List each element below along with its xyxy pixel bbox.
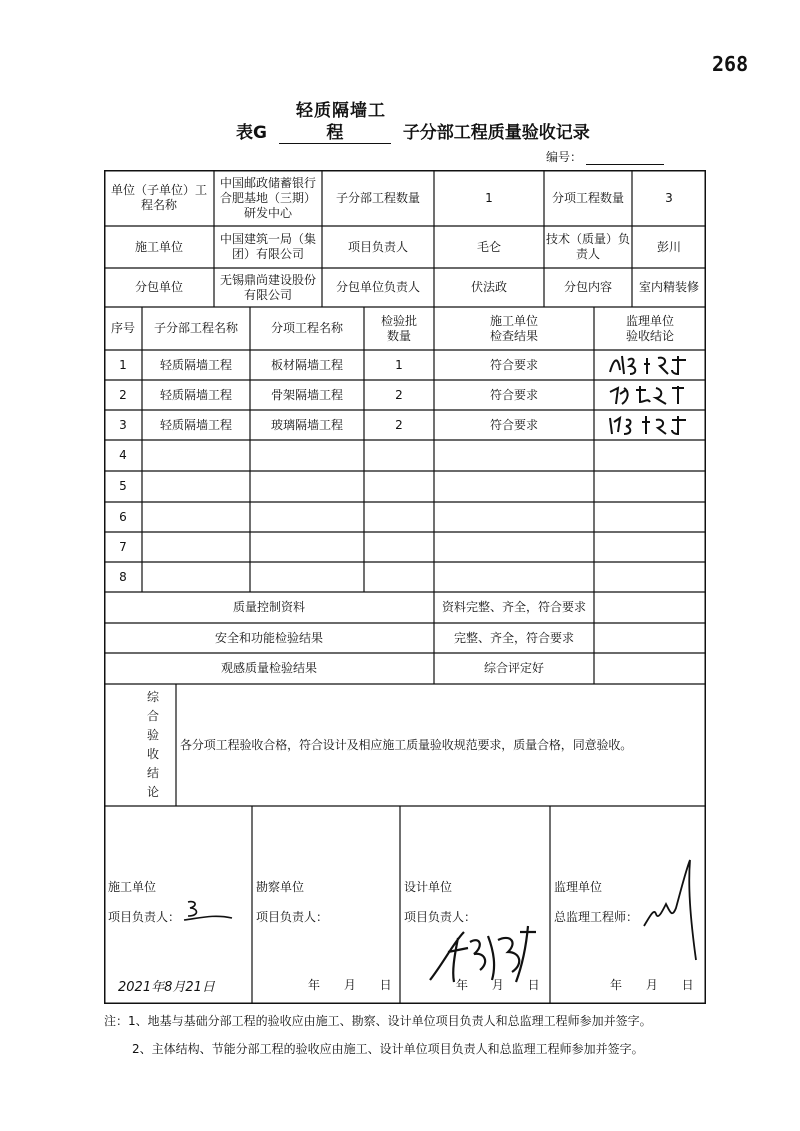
header-item-name: 分项工程名称	[270, 321, 343, 335]
row-result	[434, 471, 594, 502]
appearance-value: 综合评定好	[483, 661, 544, 675]
tech-lead-value: 彭川	[656, 239, 681, 254]
row-seq: 8	[119, 569, 127, 584]
note-2: 2、主体结构、节能分部工程的验收应由施工、设计单位项目负责人和总监理工程师参加并签字。	[132, 1042, 644, 1056]
conclusion-label-char: 合	[146, 709, 159, 723]
header-seq: 序号	[110, 321, 135, 335]
row-seq: 1	[119, 357, 127, 372]
header-batch-count: 检验批数量	[380, 313, 417, 343]
chief-supervisor-signature	[636, 856, 702, 966]
quality-docs-label: 质量控制资料	[232, 600, 305, 614]
subpart-count-label: 子分部工程数量	[335, 190, 420, 205]
sig-date-design: 年 月 日	[456, 978, 550, 992]
sub-lead-label: 分包单位负责人	[335, 280, 420, 294]
sub-unit-value: 无锡鼎尚建设股份有限公司	[219, 272, 316, 302]
page-number: 268	[712, 52, 749, 76]
project-lead-value: 毛仑	[476, 239, 501, 254]
row-batch	[364, 532, 434, 562]
sig-unit-construction: 施工单位	[108, 880, 157, 894]
construction-unit-label: 施工单位	[134, 239, 183, 254]
row-item: 玻璃隔墙工程	[270, 417, 343, 432]
row-batch	[364, 471, 434, 502]
row-item	[250, 532, 364, 562]
project-lead-label: 项目负责人	[347, 239, 408, 254]
conclusion-label-char: 综	[146, 690, 159, 704]
row-batch	[364, 502, 434, 532]
row-batch: 2	[395, 417, 403, 432]
row-batch: 1	[395, 357, 403, 372]
sig-unit-survey: 勘察单位	[256, 880, 305, 894]
form-title-blank: 程	[279, 118, 391, 144]
safety-label: 安全和功能检验结果	[214, 630, 323, 645]
item-count-value: 3	[665, 190, 673, 205]
sig-person-survey: 项目负责人：	[256, 910, 329, 924]
sig-unit-design: 设计单位	[404, 880, 453, 894]
code-line	[546, 148, 664, 165]
row-result	[434, 532, 594, 562]
form-title-prefix: 表G	[236, 123, 267, 143]
item-count-label: 分项工程数量	[551, 190, 624, 205]
code-label: 编号：	[546, 150, 583, 164]
sig-person-design: 项目负责人：	[404, 910, 477, 924]
row-batch	[364, 562, 434, 592]
row-subpart	[142, 532, 250, 562]
row-item: 骨架隔墙工程	[270, 387, 343, 402]
row-subpart	[142, 440, 250, 471]
tech-lead-label: 技术（质量）负责人	[546, 232, 631, 261]
row-seq: 2	[119, 387, 127, 402]
construction-unit-value: 中国建筑一局（集团）有限公司	[219, 232, 316, 261]
form-title-top: 轻质隔墙工	[296, 101, 386, 121]
sub-content-label: 分包内容	[563, 280, 612, 294]
conclusion-label-char: 结	[146, 766, 159, 780]
sig-date-supervision: 年 月 日	[610, 978, 704, 992]
supervisor-signature	[606, 412, 696, 438]
quality-docs-value: 资料完整、齐全，符合要求	[442, 600, 587, 614]
code-blank	[586, 164, 664, 165]
row-result	[434, 502, 594, 532]
form-title	[236, 118, 590, 144]
sub-unit-label: 分包单位	[134, 280, 183, 294]
row-item	[250, 562, 364, 592]
sig-date-construction: 2021年8月21日	[118, 980, 215, 995]
sig-unit-supervision: 监理单位	[554, 880, 603, 894]
sig-person-supervision: 总监理工程师：	[554, 910, 639, 924]
appearance-label: 观感质量检验结果	[220, 661, 317, 675]
safety-value: 完整、齐全，符合要求	[453, 630, 574, 645]
header-subpart-name: 子分部工程名称	[153, 321, 238, 335]
row-subpart: 轻质隔墙工程	[159, 417, 232, 432]
row-item	[250, 471, 364, 502]
sub-content-value: 室内精装修	[638, 280, 699, 294]
row-result	[434, 562, 594, 592]
note-1: 注：1、地基与基础分部工程的验收应由施工、勘察、设计单位项目负责人和总监理工程师参加并签字。	[104, 1014, 652, 1028]
conclusion-label-char: 论	[146, 785, 159, 799]
row-seq: 6	[119, 509, 127, 524]
row-seq: 3	[119, 417, 127, 432]
supervisor-signature	[606, 382, 696, 408]
row-subpart: 轻质隔墙工程	[159, 357, 232, 372]
row-subpart	[142, 502, 250, 532]
row-subpart: 轻质隔墙工程	[159, 387, 232, 402]
conclusion-label-char: 收	[146, 747, 159, 761]
row-subpart	[142, 471, 250, 502]
conclusion-label	[130, 684, 176, 806]
row-item	[250, 440, 364, 471]
conclusion-label-char: 验	[146, 728, 159, 742]
row-seq: 5	[119, 479, 127, 493]
construction-lead-signature	[180, 898, 240, 924]
row-subpart	[142, 562, 250, 592]
header-supervision-conclusion: 监理单位验收结论	[625, 313, 674, 343]
conclusion-text: 各分项工程验收合格，符合设计及相应施工质量验收规范要求，质量合格，同意验收。	[180, 737, 633, 752]
supervisor-signature	[606, 352, 696, 378]
row-result: 符合要求	[489, 417, 538, 432]
unit-label: 单位（子单位）工程名称	[110, 183, 207, 212]
row-item: 板材隔墙工程	[270, 357, 343, 372]
row-seq: 7	[119, 539, 127, 554]
record-table	[104, 170, 706, 1004]
form-title-suffix: 子分部工程质量验收记录	[402, 123, 590, 143]
sig-person-construction: 项目负责人：	[108, 910, 181, 924]
subpart-count-value: 1	[485, 190, 493, 205]
row-seq: 4	[119, 448, 127, 462]
row-item	[250, 502, 364, 532]
row-result: 符合要求	[489, 357, 538, 372]
sig-date-survey: 年 月 日	[308, 978, 402, 992]
header-construction-result: 施工单位检查结果	[489, 313, 538, 343]
sub-lead-value: 伏法政	[470, 280, 507, 294]
unit-value: 中国邮政储蓄银行合肥基地（三期）研发中心	[219, 175, 316, 220]
row-result	[434, 440, 594, 471]
row-batch: 2	[395, 387, 403, 402]
row-batch	[364, 440, 434, 471]
row-result: 符合要求	[489, 387, 538, 402]
